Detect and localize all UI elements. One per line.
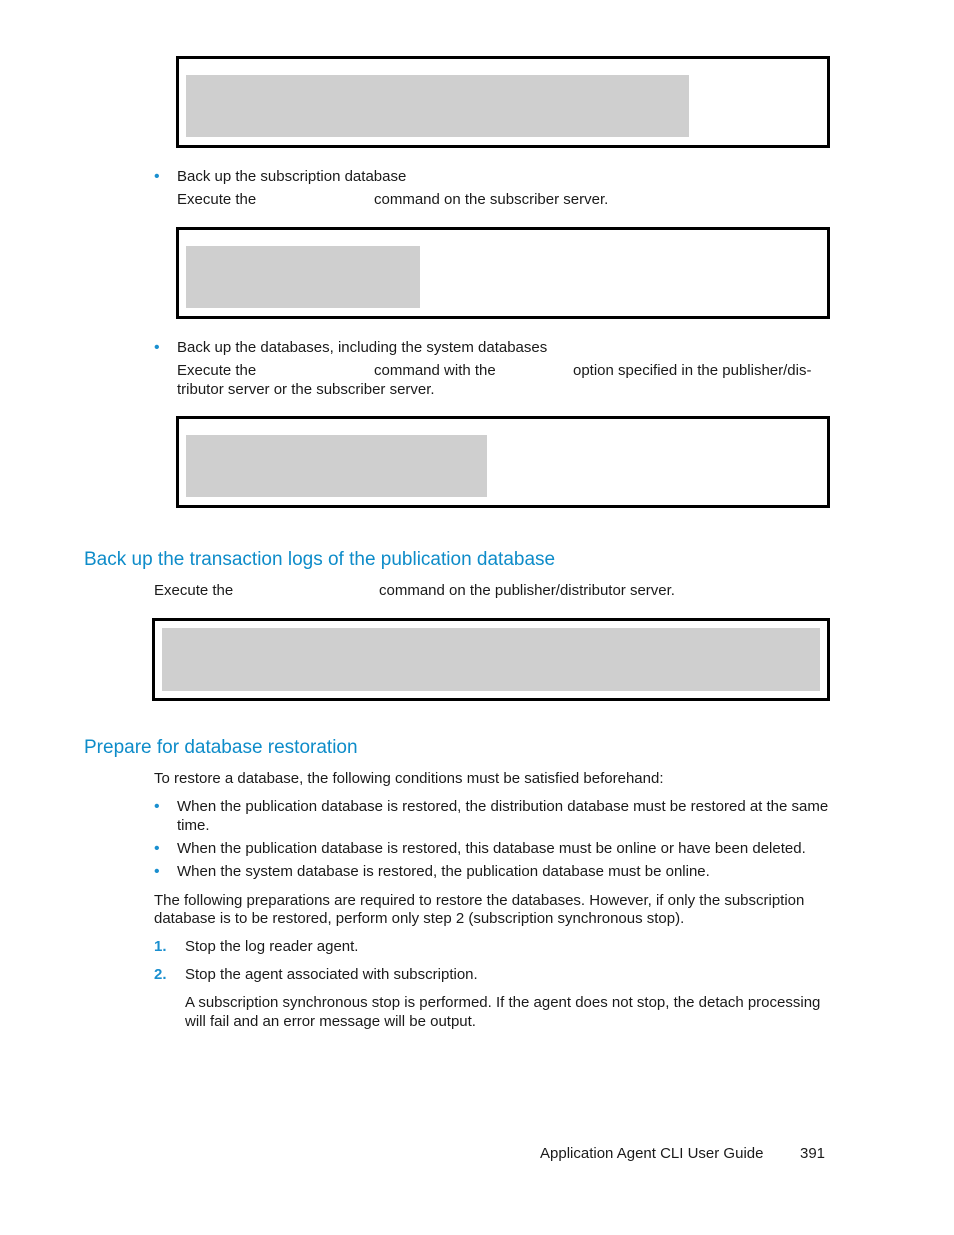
preparation-text-continued: database is to be restored, perform only step 2 (subscription synchronous stop). — [154, 910, 685, 927]
redacted-code — [186, 435, 487, 497]
page-number: 391 — [800, 1145, 826, 1162]
redacted-code — [186, 75, 689, 137]
code-example-box — [176, 416, 830, 508]
code-example-box — [176, 56, 830, 148]
preparation-text: The following preparations are required to restore the databases. However, if only the subscription — [154, 892, 805, 909]
bullet-icon: • — [154, 840, 160, 857]
bullet-icon: • — [154, 798, 160, 815]
condition-item: When the publication database is restored, this database must be online or have been deleted. — [177, 840, 806, 857]
condition-item-continued: time. — [177, 817, 210, 834]
redacted-code — [162, 628, 820, 691]
redacted-code — [186, 246, 420, 308]
execute-mid: command with the — [374, 362, 496, 379]
section-heading: Back up the transaction logs of the publication database — [84, 549, 556, 570]
step-number: 2. — [154, 966, 167, 983]
bullet-backup-subscription: Back up the subscription database — [177, 168, 407, 185]
footer-guide-title: Application Agent CLI User Guide — [540, 1145, 764, 1162]
bullet-icon: • — [154, 168, 160, 185]
step-note-continued: will fail and an error message will be output. — [185, 1013, 476, 1030]
bullet-icon: • — [154, 863, 160, 880]
execute-suffix: command on the publisher/distributor server. — [379, 582, 675, 599]
bullet-icon: • — [154, 339, 160, 356]
step-text: Stop the log reader agent. — [185, 938, 359, 955]
condition-item: When the system database is restored, the publication database must be online. — [177, 863, 710, 880]
execute-line2: tributor server or the subscriber server. — [177, 381, 435, 398]
execute-suffix: option specified in the publisher/dis- — [573, 362, 812, 379]
condition-item: When the publication database is restored, the distribution database must be restored at the same — [177, 798, 829, 815]
step-text: Stop the agent associated with subscription. — [185, 966, 478, 983]
intro-text: To restore a database, the following conditions must be satisfied beforehand: — [154, 770, 664, 787]
section-heading: Prepare for database restoration — [84, 737, 358, 758]
step-note: A subscription synchronous stop is performed. If the agent does not stop, the detach processing — [185, 994, 821, 1011]
code-example-box — [176, 227, 830, 319]
code-example-box — [152, 618, 830, 701]
bullet-backup-system: Back up the databases, including the system databases — [177, 339, 548, 356]
step-number: 1. — [154, 938, 167, 955]
execute-label: Execute the — [177, 191, 257, 208]
execute-suffix: command on the subscriber server. — [374, 191, 609, 208]
execute-label: Execute the — [177, 362, 257, 379]
execute-label: Execute the — [154, 582, 234, 599]
